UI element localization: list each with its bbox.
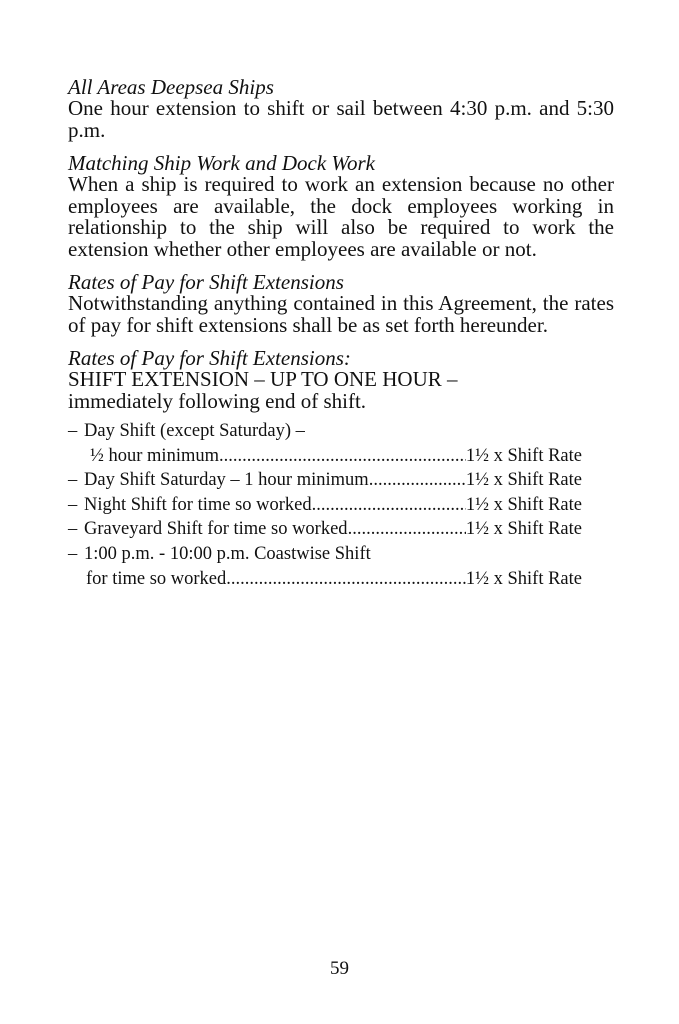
rates-subheading-line2: immediately following end of shift. <box>68 388 367 413</box>
dot-leader <box>219 444 466 469</box>
rates-section <box>68 347 614 591</box>
rate-item-label: 1:00 p.m. - 10:00 p.m. Coastwise Shift <box>84 543 371 564</box>
section-rates-of-pay <box>68 271 614 336</box>
list-dash: – <box>68 494 78 515</box>
rate-item <box>68 419 614 468</box>
rate-item-label: Day Shift Saturday – 1 hour minimum <box>84 470 369 491</box>
rate-item <box>68 493 614 518</box>
section-matching-work <box>68 152 614 260</box>
dot-leader <box>312 493 466 518</box>
section-heading: All Areas Deepsea Ships <box>68 75 274 99</box>
section-heading: Rates of Pay for Shift Extensions <box>68 270 344 294</box>
dot-leader <box>226 567 466 592</box>
rate-item-label-cont: ½ hour minimum <box>90 445 219 466</box>
rate-item <box>68 517 614 542</box>
rates-list <box>68 419 614 591</box>
list-dash: – <box>68 543 78 564</box>
section-heading: Matching Ship Work and Dock Work <box>68 151 375 175</box>
rate-item-label: Night Shift for time so worked <box>84 494 312 515</box>
rate-item <box>68 468 614 493</box>
rate-value: 1½ x Shift Rate <box>465 494 582 515</box>
list-dash: – <box>68 519 78 540</box>
page-content <box>68 76 614 602</box>
rate-item-label: Day Shift (except Saturday) – <box>84 421 305 441</box>
dot-leader <box>348 517 466 542</box>
page-number: 59 <box>330 958 349 979</box>
rate-item-label: Graveyard Shift for time so worked <box>84 519 348 540</box>
list-dash: – <box>68 470 78 491</box>
rate-value: 1½ x Shift Rate <box>465 568 582 589</box>
section-body: Notwithstanding anything contained in this Agreement, the rates of pay for shift extensions shall be as set forth hereunder. <box>68 291 614 337</box>
section-body: One hour extension to shift or sail between 4:30 p.m. and 5:30 p.m. <box>68 96 614 142</box>
rate-value: 1½ x Shift Rate <box>465 445 582 466</box>
list-dash: – <box>68 421 78 441</box>
dot-leader <box>369 468 466 493</box>
rate-item <box>68 542 614 591</box>
section-body: When a ship is required to work an extension because no other employees are available, the dock employees working in relationship to the ship will also be required to work the extension whether other employees are available or not. <box>68 172 614 261</box>
rate-value: 1½ x Shift Rate <box>465 519 582 540</box>
rates-heading: Rates of Pay for Shift Extensions: <box>68 346 351 370</box>
rates-subheading-line1: SHIFT EXTENSION – UP TO ONE HOUR – <box>68 367 458 391</box>
rate-item-label-cont: for time so worked <box>86 568 227 589</box>
section-deepsea-ships <box>68 76 614 141</box>
rate-value: 1½ x Shift Rate <box>465 470 582 491</box>
